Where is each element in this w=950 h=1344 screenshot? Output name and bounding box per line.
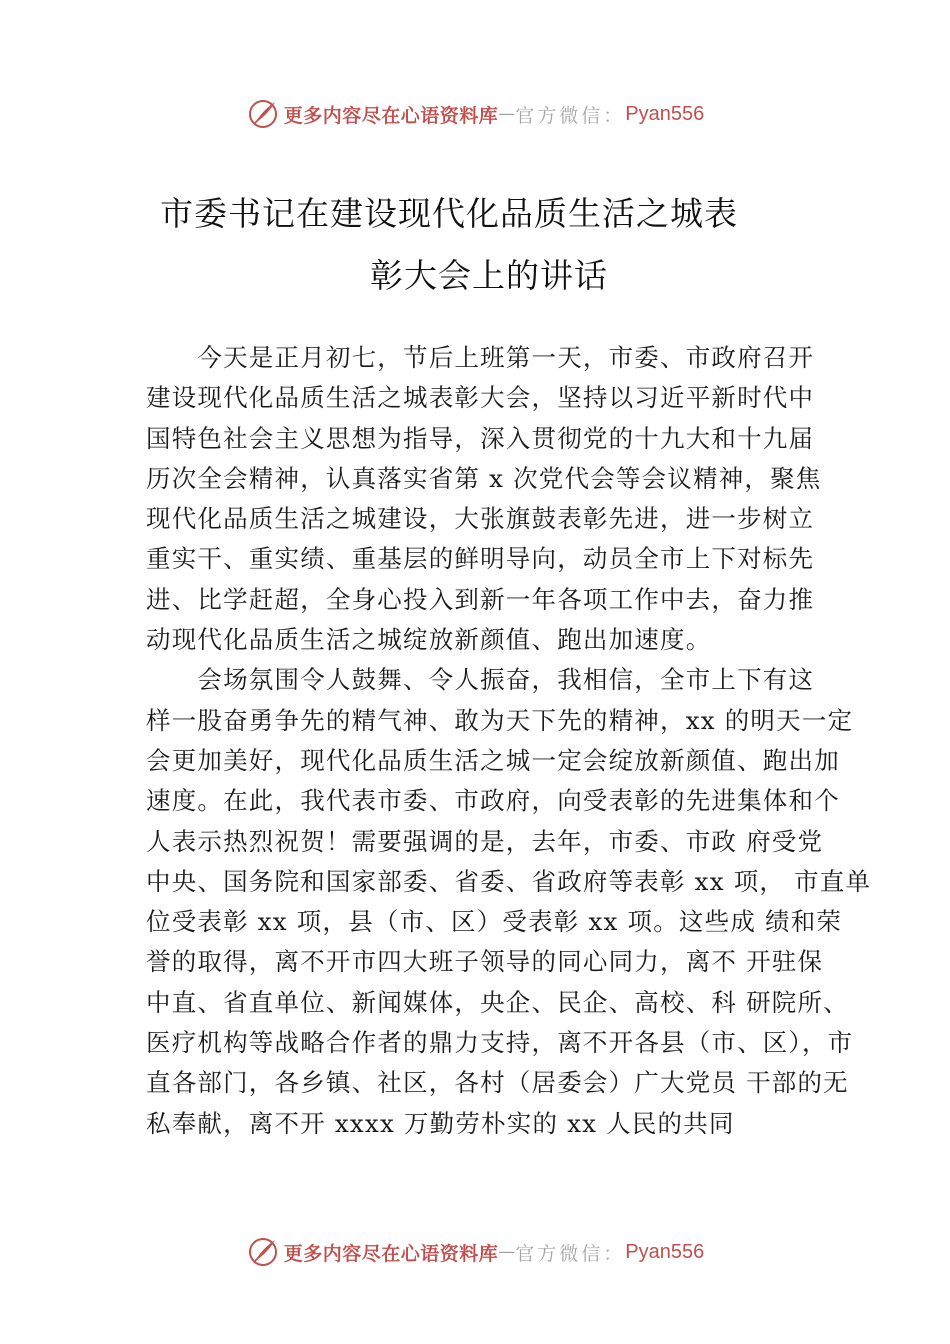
footer-wechat-account: Pyan556 bbox=[625, 1240, 705, 1263]
footer-wechat-label: 官方微信： bbox=[515, 1242, 626, 1265]
header-dash: — bbox=[498, 104, 516, 124]
body-line: 私奉献，离不开 xxxx 万勤劳朴实的 xx 人民的共同 bbox=[146, 1108, 735, 1138]
header-banner bbox=[0, 94, 950, 134]
body-line: 位受表彰 xx 项，县（市、区）受表彰 xx 项。这些成 绩和荣 bbox=[146, 907, 843, 937]
body-line: 建设现代化品质生活之城表彰大会，坚持以习近平新时代中 bbox=[146, 383, 815, 413]
quill-pen-icon bbox=[246, 97, 280, 131]
body-line: 现代化品质生活之城建设，大张旗鼓表彰先进，进一步树立 bbox=[146, 504, 815, 534]
footer-banner bbox=[0, 1232, 950, 1272]
body-line: 历次全会精神，认真落实省第 x 次党代会等会议精神，聚焦 bbox=[146, 463, 822, 493]
header-brand-text: 更多内容尽在心语资料库 bbox=[283, 104, 499, 127]
body-line: 会场氛围令人鼓舞、令人振奋，我相信，全市上下有这 bbox=[146, 665, 815, 695]
header-wechat-label: 官方微信： bbox=[515, 104, 626, 127]
body-line: 重实干、重实绩、重基层的鲜明导向，动员全市上下对标先 bbox=[146, 544, 815, 574]
body-line: 医疗机构等战略合作者的鼎力支持，离不开各县（市、区），市 bbox=[146, 1028, 854, 1058]
quill-pen-icon bbox=[246, 1235, 280, 1269]
body-line: 人表示热烈祝贺！需要强调的是，去年，市委、市政 府受党 bbox=[146, 826, 824, 856]
body-line: 进、比学赶超，全身心投入到新一年各项工作中去，奋力推 bbox=[146, 584, 815, 614]
body-line: 誉的取得，离不开市四大班子领导的同心同力，离不 开驻保 bbox=[146, 947, 824, 977]
footer-dash: — bbox=[498, 1242, 516, 1262]
document-body bbox=[146, 338, 872, 1144]
body-line: 今天是正月初七，节后上班第一天，市委、市政府召开 bbox=[146, 343, 815, 372]
body-line: 会更加美好，现代化品质生活之城一定会绽放新颜值、跑出加 bbox=[146, 745, 840, 775]
document-title-line-2: 彰大会上的讲话 bbox=[370, 256, 608, 295]
body-line: 动现代化品质生活之城绽放新颜值、跑出加速度。 bbox=[146, 625, 712, 655]
body-line: 速度。在此，我代表市委、市政府，向受表彰的先进集体和个 bbox=[146, 786, 840, 816]
body-line: 样一股奋勇争先的精气神、敢为天下先的精神，xx 的明天一定 bbox=[146, 705, 854, 735]
header-wechat-account: Pyan556 bbox=[625, 102, 705, 125]
body-line: 中央、国务院和国家部委、省委、省政府等表彰 xx 项， 市直单 bbox=[146, 866, 872, 896]
body-line: 国特色社会主义思想为指导，深入贯彻党的十九大和十九届 bbox=[146, 423, 815, 453]
body-line: 直各部门，各乡镇、社区，各村（居委会）广大党员 干部的无 bbox=[146, 1068, 849, 1098]
footer-brand-text: 更多内容尽在心语资料库 bbox=[283, 1242, 499, 1265]
document-title-line-1: 市委书记在建设现代化品质生活之城表 bbox=[160, 194, 738, 233]
body-line: 中直、省直单位、新闻媒体，央企、民企、高校、科 研院所、 bbox=[146, 987, 849, 1017]
